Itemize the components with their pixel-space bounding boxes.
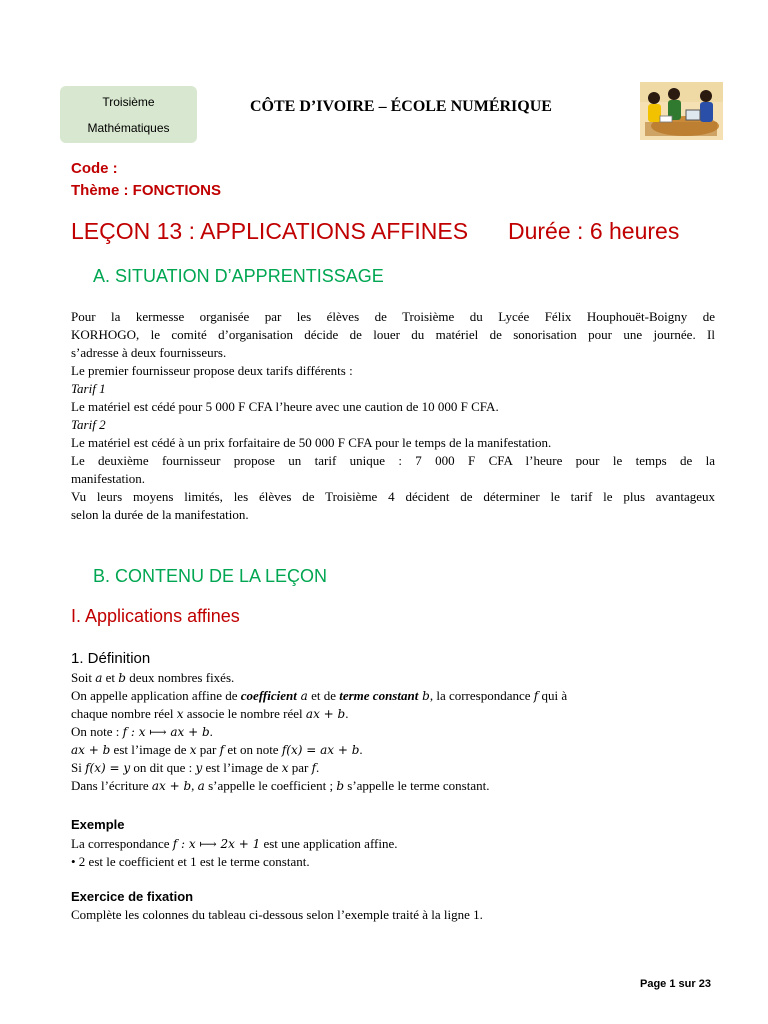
lesson-duration: Durée : 6 heures xyxy=(508,218,680,244)
example-line: • 2 est le coefficient et 1 est le terme constant. xyxy=(71,854,310,869)
definition-line: On appelle application affine de coefficient a et de terme constant b, la correspondance f qui à xyxy=(71,688,568,703)
level-label: Troisième xyxy=(102,95,155,109)
section-a-title: A. SITUATION D’APPRENTISSAGE xyxy=(93,266,384,286)
situation-line: Le premier fournisseur propose deux tarifs différents : xyxy=(71,363,353,378)
exercise-line: Complète les colonnes du tableau ci-dessous selon l’exemple traité à la ligne 1. xyxy=(71,907,483,922)
definition-line: chaque nombre réel x associe le nombre réel ax + b. xyxy=(71,706,349,721)
example-line: La correspondance f : x ⟼ 2x + 1 est une application affine. xyxy=(71,836,398,851)
definition-title: 1. Définition xyxy=(71,650,151,667)
school-title: CÔTE D’IVOIRE – ÉCOLE NUMÉRIQUE xyxy=(250,98,552,115)
definition-line: On note : f : x ⟼ ax + b. xyxy=(71,724,213,739)
part-1-title: I. Applications affines xyxy=(71,606,240,626)
code-block xyxy=(71,158,221,202)
definition-line: ax + b est l’image de x par f et on note f(x) = ax + b. xyxy=(71,742,363,757)
example-title: Exemple xyxy=(71,817,125,832)
students-illustration xyxy=(640,82,723,140)
level-box xyxy=(60,86,197,143)
exercise-title: Exercice de fixation xyxy=(71,889,194,904)
situation-line: Le matériel est cédé pour 5 000 F CFA l’heure avec une caution de 10 000 F CFA. xyxy=(71,399,499,414)
tariff-2-label: Tarif 2 xyxy=(71,417,106,432)
situation-line: s’adresse à deux fournisseurs. xyxy=(71,345,227,360)
definition-line: Dans l’écriture ax + b, a s’appelle le coefficient ; b s’appelle le terme constant. xyxy=(71,778,490,793)
tariff-1-label: Tarif 1 xyxy=(71,381,106,396)
lesson-title: LEÇON 13 : APPLICATIONS AFFINES xyxy=(71,218,469,244)
section-b-title: B. CONTENU DE LA LEÇON xyxy=(93,566,328,586)
example-text xyxy=(71,835,715,871)
situation-line: Vu leurs moyens limités, les élèves de Troisième 4 décident de déterminer le tarif le plus avantageux xyxy=(71,489,715,504)
subject-label: Mathématiques xyxy=(87,121,170,135)
situation-line: Pour la kermesse organisée par les élèves de Troisième du Lycée Félix Houphouët-Boigny de xyxy=(71,309,715,324)
situation-line: KORHOGO, le comité d’organisation décide de louer du matériel de sonorisation pour une journée. Il xyxy=(71,327,715,342)
definition-line: Soit a et b deux nombres fixés. xyxy=(71,670,235,685)
theme-label: Thème : FONCTIONS xyxy=(71,182,222,199)
exercise-text xyxy=(71,906,715,924)
situation-line: manifestation. xyxy=(71,471,146,486)
page-number: Page 1 sur 23 xyxy=(640,978,711,990)
code-label: Code : xyxy=(71,160,118,177)
situation-line: selon la durée de la manifestation. xyxy=(71,507,249,522)
definition-text xyxy=(71,669,715,795)
definition-line: Si f(x) = y on dit que : y est l’image de x par f. xyxy=(71,760,320,775)
situation-line: Le matériel est cédé à un prix forfaitaire de 50 000 F CFA pour le temps de la manifestation. xyxy=(71,435,552,450)
situation-text xyxy=(71,308,715,524)
situation-line: Le deuxième fournisseur propose un tarif unique : 7 000 F CFA l’heure pour le temps de la xyxy=(71,453,715,468)
